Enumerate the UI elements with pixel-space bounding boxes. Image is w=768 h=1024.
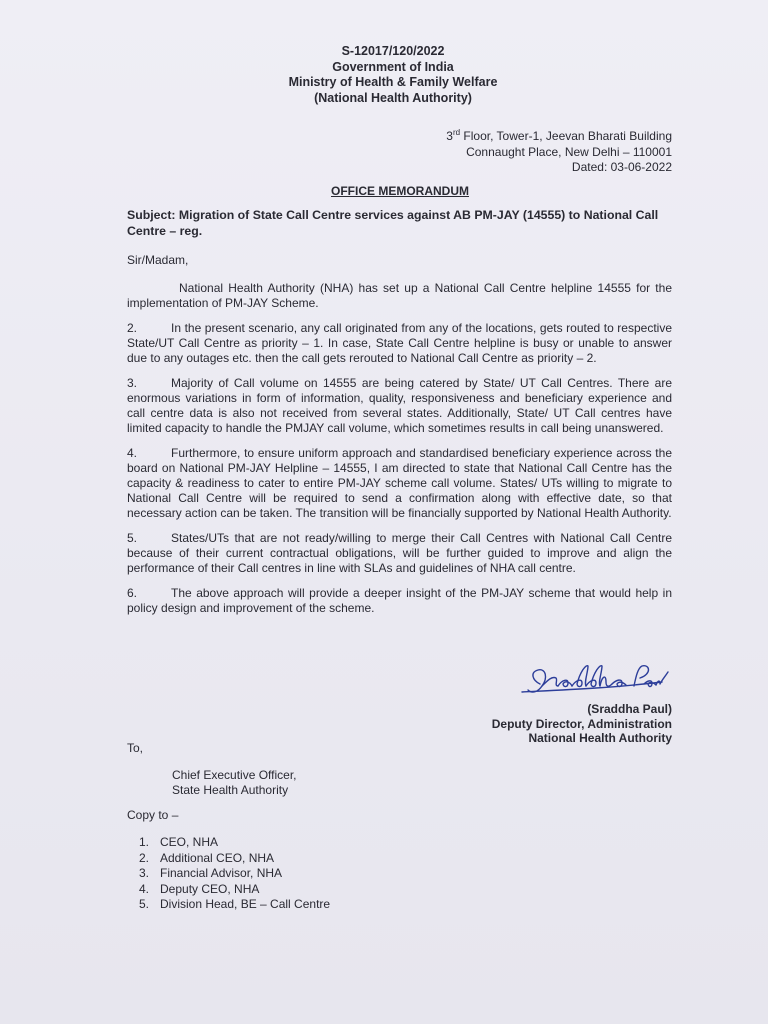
copy-to-item <box>127 835 330 851</box>
memo-paragraph <box>127 376 672 436</box>
recipient-block <box>127 741 297 798</box>
address-line-2: Connaught Place, New Delhi – 110001 <box>466 144 672 159</box>
copy-to-item <box>127 851 330 867</box>
copy-to-item <box>127 897 330 913</box>
paragraph-number: 4. <box>127 446 138 460</box>
copy-to-number: 1. <box>138 835 149 849</box>
paragraph-text: Furthermore, to ensure uniform approach and standardised beneficiary experience across the board on National PM-JAY Helpline – 14555, I am directed to state that National Call Centre has the capacity & readiness to cater to entire PM-JAY scheme call volume. States/ UTs willing to migrate to National Call Centre will be required to send a confirmation along with effective date, so that necessary action can be taken. The transition will be financially supported by National Health Authority. <box>127 446 672 520</box>
signature-block <box>492 650 672 746</box>
paragraph-number: 2. <box>127 321 138 335</box>
subject-line: Subject: Migration of State Call Centre services against AB PM-JAY (14555) to National Call Centre – reg. <box>127 208 659 238</box>
recipient-line-2: State Health Authority <box>172 783 289 797</box>
address-line-1 <box>446 129 672 145</box>
paragraph-list <box>127 321 672 616</box>
copy-to-item <box>127 866 330 882</box>
paragraph-text: Majority of Call volume on 14555 are being catered by State/ UT Call Centres. There are enormous variations in form of information, quality, responsiveness and beneficiary experience and call centre data is also not received from several states. Additionally, State/ UT Call centres have limited capacity to handle the PMJAY call volume, which sometimes results in call being unanswered. <box>127 376 672 435</box>
to-label: To, <box>127 741 144 755</box>
recipient-line-1: Chief Executive Officer, <box>172 768 297 782</box>
address-block <box>446 129 672 176</box>
floor-number: 3 <box>446 129 453 143</box>
copy-to-number: 3. <box>138 866 149 880</box>
copy-to-text: Deputy CEO, NHA <box>160 881 260 896</box>
signatory-name: (Sraddha Paul) <box>587 702 672 716</box>
paragraph-text: The above approach will provide a deeper insight of the PM-JAY scheme that would help in policy design and improvement of the scheme. <box>127 586 672 615</box>
signatory-org: National Health Authority <box>528 731 672 745</box>
copy-to-number: 2. <box>138 850 149 865</box>
signature-text: Sraddha Paul <box>502 650 509 651</box>
copy-to-number: 4. <box>138 881 149 896</box>
copy-to-label: Copy to – <box>127 808 179 822</box>
memo-paragraph <box>127 446 672 521</box>
salutation: Sir/Madam, <box>127 253 189 267</box>
memo-paragraph <box>127 586 672 616</box>
government-line: Government of India <box>332 59 454 74</box>
authority-line: (National Health Authority) <box>314 90 472 105</box>
copy-to-block <box>127 808 330 913</box>
ministry-line: Ministry of Health & Family Welfare <box>288 75 498 89</box>
copy-to-text: Division Head, BE – Call Centre <box>160 897 331 911</box>
paragraph-text: In the present scenario, any call originated from any of the locations, gets routed to respective State/UT Call Centre as priority – 1. In case, State Call Centre helpline is busy or unable to answer due to any outages etc. then the call gets rerouted to National Call Centre as priority – 2. <box>127 321 672 365</box>
memo-paragraph <box>127 321 672 366</box>
recipient-address <box>172 768 297 798</box>
date-line: Dated: 03-06-2022 <box>571 160 672 174</box>
memo-body <box>127 208 672 616</box>
copy-to-number: 5. <box>138 897 149 911</box>
paragraph-number: 5. <box>127 531 138 545</box>
copy-to-text: Financial Advisor, NHA <box>160 866 283 880</box>
paragraph-text: States/UTs that are not ready/willing to merge their Call Centres with National Call Centre because of their current contractual obligations, will be further guided to improve and align the performance of their Call centres in line with SLAs and guidelines of NHA call centre. <box>127 531 672 575</box>
memo-paragraph <box>127 531 672 576</box>
file-number: S-12017/120/2022 <box>341 44 445 58</box>
paragraph-number: 3. <box>127 376 138 390</box>
copy-to-list <box>127 835 330 913</box>
intro-paragraph: National Health Authority (NHA) has set up a National Call Centre helpline 14555 for the implementation of PM-JAY Scheme. <box>127 281 672 310</box>
letterhead <box>0 44 768 106</box>
memo-title: OFFICE MEMORANDUM <box>331 184 469 198</box>
handwritten-signature <box>502 650 672 702</box>
address-line-1-rest: Floor, Tower-1, Jeevan Bharati Building <box>460 129 672 143</box>
floor-suffix: rd <box>452 128 461 137</box>
signatory-designation: Deputy Director, Administration <box>491 716 672 731</box>
copy-to-item <box>127 882 330 898</box>
copy-to-text: Additional CEO, NHA <box>160 850 275 865</box>
copy-to-text: CEO, NHA <box>160 835 219 849</box>
paragraph-number: 6. <box>127 586 138 600</box>
